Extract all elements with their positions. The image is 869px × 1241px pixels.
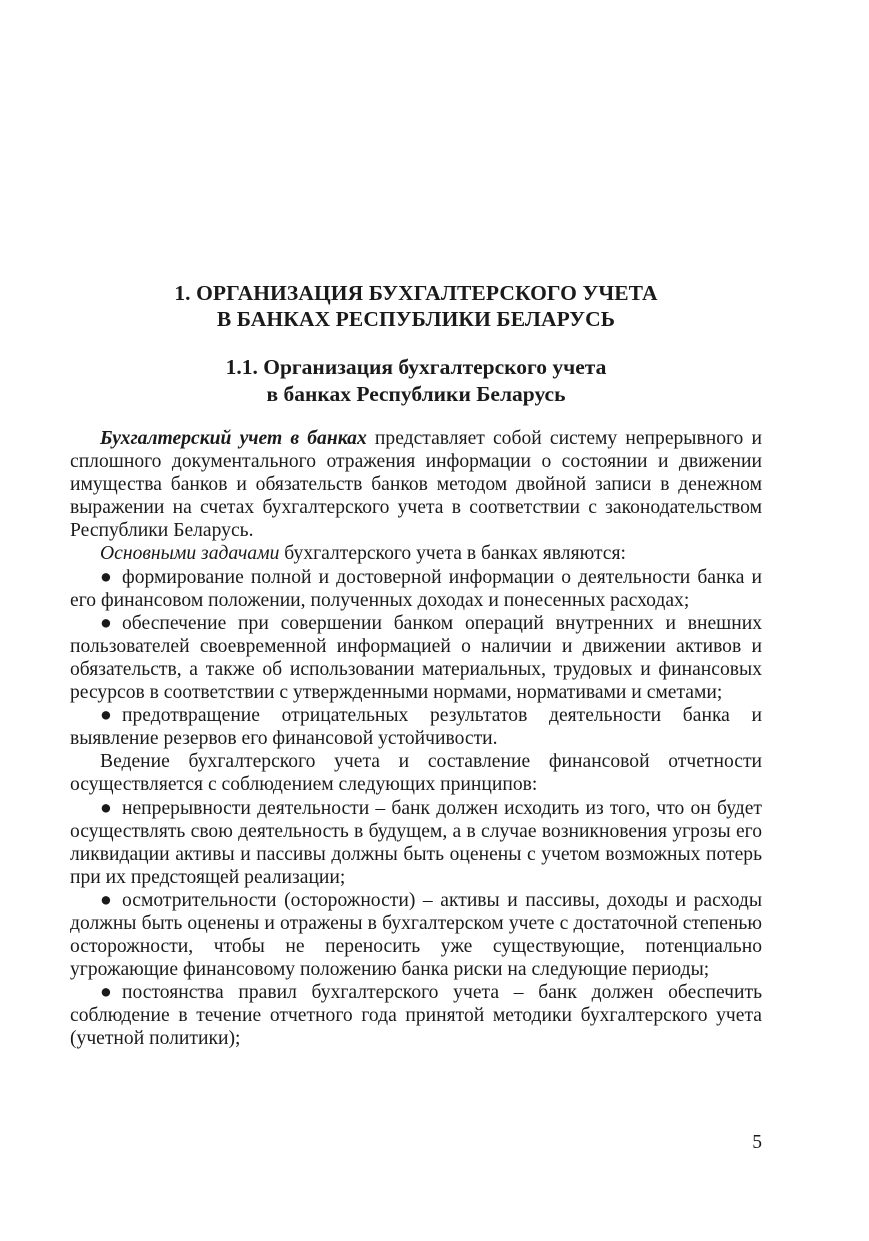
tasks-intro-paragraph bbox=[70, 542, 762, 565]
principle-text: осмотрительности (осторожности) – активы и пассивы, доходы и расходы должны быть оценены и отражены в бухгалтерском учете с достаточной степенью осторожности, чтобы не переносить уже существующие, потенциально угрожающие финансовому положению банка риски на следующие периоды; bbox=[70, 889, 762, 981]
bullet-icon: ● bbox=[100, 797, 112, 819]
principle-text: непрерывности деятельности – банк должен исходить из того, что он будет осуществлять свою деятельность в будущем, а в случае возникновения угрозы его ликвидации активы и пассивы должны быть оценены с учетом возможных потерь при их предстоящей реализации; bbox=[70, 797, 762, 888]
principle-text: постоянства правил бухгалтерского учета – банк должен обеспечить соблюдение в течение отчетного года принятой методики бухгалтерского учета (учетной политики); bbox=[70, 982, 762, 1050]
chapter-title bbox=[70, 280, 762, 332]
bullet-icon: ● bbox=[100, 889, 112, 911]
chapter-title-line-2: В БАНКАХ РЕСПУБЛИКИ БЕЛАРУСЬ bbox=[216, 307, 616, 331]
bullet-icon: ● bbox=[100, 705, 112, 727]
task-list-item bbox=[70, 612, 762, 704]
principle-list-item bbox=[70, 797, 762, 889]
task-text: предотвращение отрицательных результатов деятельности банка и выявление резервов его финансовой устойчивости. bbox=[70, 705, 762, 750]
tasks-intro-term: Основными задачами bbox=[100, 543, 280, 565]
section-title bbox=[70, 354, 762, 408]
principles-intro-paragraph: Ведение бухгалтерского учета и составление финансовой отчетности осуществляется с соблюдением следующих принципов: bbox=[70, 751, 762, 796]
task-list-item bbox=[70, 566, 762, 612]
definition-term: Бухгалтерский учет в банках bbox=[100, 428, 367, 449]
principle-list-item bbox=[70, 981, 762, 1050]
bullet-icon: ● bbox=[100, 566, 112, 588]
section-title-line-1: 1.1. Организация бухгалтерского учета bbox=[225, 355, 607, 379]
task-text: обеспечение при совершении банком операций внутренних и внешних пользователей своевременной информацией о наличии и движении активов и обязательств, а также об использовании материальных, трудовых и финансовых ресурсов в соответствии с утвержденными нормами, нормативами и сметами; bbox=[70, 612, 762, 704]
section-title-line-2: в банках Республики Беларусь bbox=[266, 382, 566, 406]
tasks-intro-text: бухгалтерского учета в банках являются: bbox=[279, 543, 626, 565]
body-text bbox=[70, 427, 762, 1051]
bullet-icon: ● bbox=[100, 982, 112, 1004]
page-number: 5 bbox=[752, 1132, 762, 1153]
task-text: формирование полной и достоверной информации о деятельности банка и его финансовом положении, полученных доходах и понесенных расходах; bbox=[70, 566, 762, 611]
principle-list-item bbox=[70, 889, 762, 981]
chapter-title-line-1: 1. ОРГАНИЗАЦИЯ БУХГАЛТЕРСКОГО УЧЕТА bbox=[174, 281, 658, 305]
definition-text: представляет собой систему непрерывного и сплошного документального отражения информации о состоянии и движении имущества банков и обязательств банков методом двойной записи в денежном выражении на счетах бухгалтерского учета в соответствии с законодательством Республики Беларусь. bbox=[70, 428, 762, 542]
bullet-icon: ● bbox=[100, 612, 112, 634]
definition-paragraph bbox=[70, 427, 762, 542]
task-list-item bbox=[70, 704, 762, 750]
